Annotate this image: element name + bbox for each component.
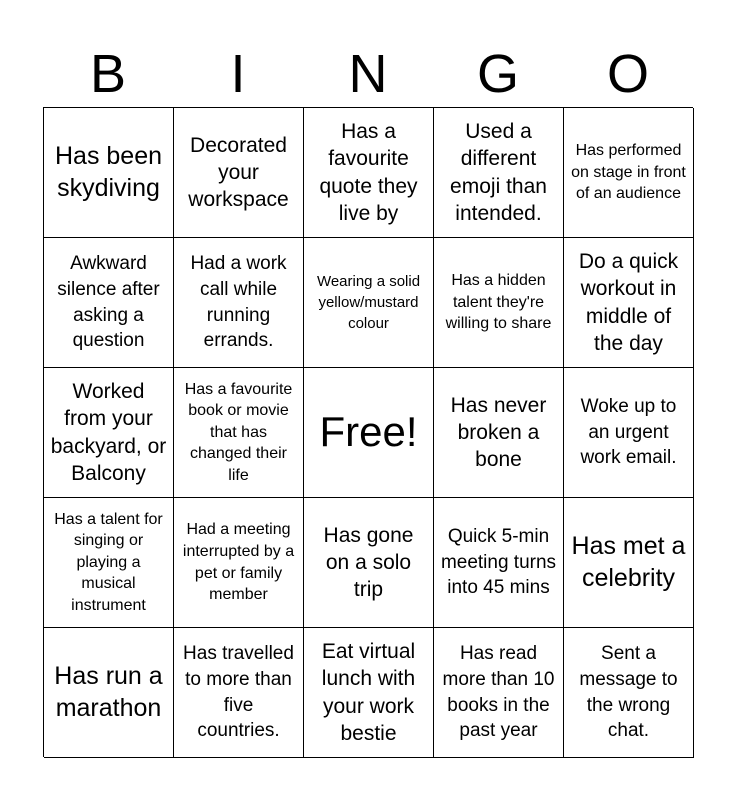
bingo-cell[interactable]: Do a quick workout in middle of the day <box>564 238 694 368</box>
bingo-cell[interactable]: Woke up to an urgent work email. <box>564 368 694 498</box>
bingo-cell[interactable]: Has travelled to more than five countries. <box>174 628 304 758</box>
bingo-cell[interactable]: Sent a message to the wrong chat. <box>564 628 694 758</box>
bingo-cell[interactable]: Has never broken a bone <box>434 368 564 498</box>
bingo-cell[interactable]: Has a hidden talent they're willing to share <box>434 238 564 368</box>
bingo-cell[interactable]: Decorated your workspace <box>174 108 304 238</box>
bingo-cell[interactable]: Eat virtual lunch with your work bestie <box>304 628 434 758</box>
header-letter-n: N <box>348 44 388 104</box>
header-letter-b: B <box>89 44 127 104</box>
bingo-cell[interactable]: Had a meeting interrupted by a pet or family member <box>174 498 304 628</box>
bingo-cell[interactable]: Awkward silence after asking a question <box>44 238 174 368</box>
header-letter-o: O <box>606 44 649 104</box>
bingo-cell[interactable]: Has been skydiving <box>44 108 174 238</box>
bingo-cell[interactable]: Wearing a solid yellow/mustard colour <box>304 238 434 368</box>
bingo-cell[interactable]: Has performed on stage in front of an audience <box>564 108 694 238</box>
bingo-cell[interactable]: Has met a celebrity <box>564 498 694 628</box>
bingo-cell[interactable]: Worked from your backyard, or Balcony <box>44 368 174 498</box>
bingo-cell[interactable]: Has run a marathon <box>44 628 174 758</box>
bingo-cell[interactable]: Had a work call while running errands. <box>174 238 304 368</box>
bingo-header <box>43 40 693 108</box>
bingo-cell[interactable]: Has a favourite book or movie that has changed their life <box>174 368 304 498</box>
bingo-card-grid <box>43 107 693 757</box>
bingo-cell[interactable]: Has read more than 10 books in the past year <box>434 628 564 758</box>
bingo-cell[interactable]: Has a favourite quote they live by <box>304 108 434 238</box>
bingo-cell[interactable]: Quick 5-min meeting turns into 45 mins <box>434 498 564 628</box>
bingo-cell[interactable]: Used a different emoji than intended. <box>434 108 564 238</box>
free-space-cell[interactable]: Free! <box>304 368 434 498</box>
bingo-cell[interactable]: Has a talent for singing or playing a musical instrument <box>44 498 174 628</box>
header-letter-i: I <box>230 44 246 104</box>
header-letter-g: G <box>476 44 519 104</box>
bingo-cell[interactable]: Has gone on a solo trip <box>304 498 434 628</box>
